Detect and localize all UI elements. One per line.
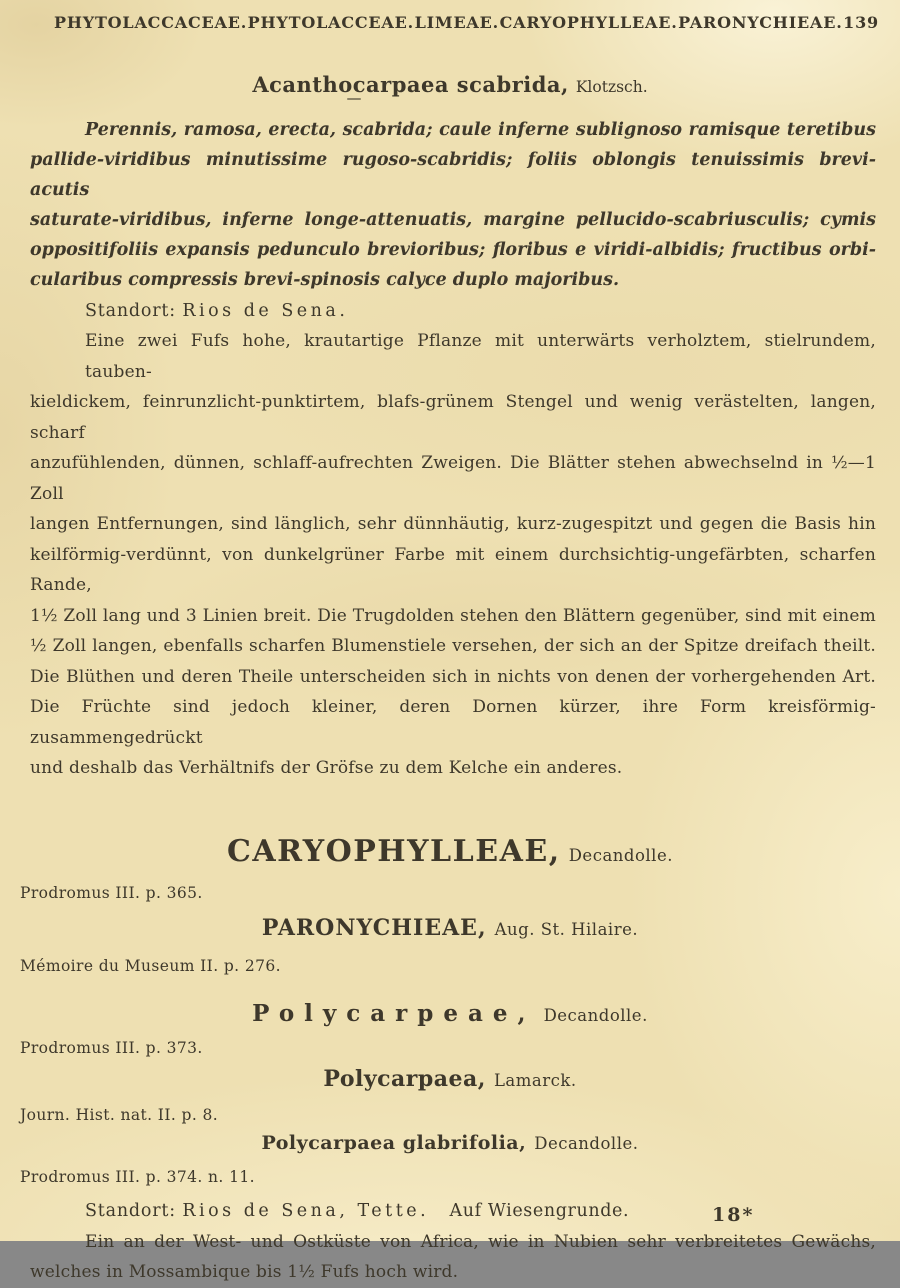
description-line: ½ Zoll langen, ebenfalls scharfen Blumenstiele versehen, der sich an der Spitze dreifach theilt. xyxy=(30,636,876,656)
polycarpeae-heading xyxy=(0,1000,900,1027)
reference-line: Prodromus III. p. 365. xyxy=(20,883,203,902)
print-artifact-mark xyxy=(347,98,361,100)
running-head-family: LIMEAE. xyxy=(414,13,500,32)
description-line: Die Blüthen und deren Theile unterscheiden sich in nichts von denen der vorhergehenden Art. xyxy=(30,666,876,687)
caryophylleae-title: CARYOPHYLLEAE, xyxy=(227,833,561,869)
description-line: langen Entfernungen, sind länglich, sehr dünnhäutig, kurz-zugespitzt und gegen die Basis hin xyxy=(30,514,876,534)
species1-locality-line xyxy=(30,296,876,326)
reference-line: Prodromus III. p. 373. xyxy=(20,1038,203,1057)
signature-mark: 18* xyxy=(712,1204,755,1226)
description-line: 1½ Zoll lang und 3 Linien breit. Die Trugdolden stehen den Blättern gegenüber, sind mit einem xyxy=(30,605,876,626)
description-line: kieldickem, feinrunzlicht-punktirtem, blafs-grünem Stengel und wenig verästelten, langen, scharf xyxy=(30,392,876,443)
diagnosis-line: pallide-viridibus minutissime rugoso-scabridis; foliis oblongis tenuissimis brevi-acutis xyxy=(30,150,876,200)
latin-diagnosis xyxy=(30,115,876,295)
diagnosis-line: oppositifoliis expansis pedunculo brevioribus; floribus e viridi-albidis; fructibus orbi- xyxy=(30,240,876,260)
description-line: keilförmig-verdünnt, von dunkelgrüner Farbe mit einem durchsichtig-ungefärbten, scharfen Rande, xyxy=(30,544,876,595)
species1-heading xyxy=(0,72,900,100)
species1-author: Klotzsch. xyxy=(575,78,648,96)
caryophylleae-heading xyxy=(0,834,900,869)
running-head-family: PARONYCHIEAE. xyxy=(678,13,843,32)
species2-name: Polycarpaea glabrifolia, xyxy=(261,1131,527,1154)
polycarpaea-title: Polycarpaea, xyxy=(323,1065,486,1092)
paronychieae-author: Aug. St. Hilaire. xyxy=(494,919,639,939)
reference-line: Mémoire du Museum II. p. 276. xyxy=(20,956,281,975)
locality-note: Auf Wiesengrunde. xyxy=(449,1200,630,1221)
species1-name: Acanthocarpaea scabrida, xyxy=(252,72,569,97)
species1-description xyxy=(30,326,876,784)
description-line: Die Früchte sind jedoch kleiner, deren Dornen kürzer, ihre Form kreisförmig-zusammengedrückt xyxy=(30,697,876,748)
description-line: und deshalb das Verhältnifs der Gröfse zu dem Kelche ein anderes. xyxy=(30,758,623,778)
polycarpaea-author: Lamarck. xyxy=(493,1070,577,1090)
description-line: welches in Mossambique bis 1½ Fufs hoch wird. xyxy=(30,1262,459,1282)
species2-author: Decandolle. xyxy=(534,1133,639,1153)
running-head-family: CARYOPHYLLEAE. xyxy=(499,13,678,32)
locality-value: Rios de Sena, Tette. xyxy=(182,1200,430,1221)
reference-line: Prodromus III. p. 374. n. 11. xyxy=(20,1167,255,1186)
description-line: Eine zwei Fufs hohe, krautartige Pflanze mit unterwärts verholztem, stielrundem, tauben- xyxy=(85,331,876,382)
running-head-family: PHYTOLACCEAE. xyxy=(247,13,414,32)
locality-label: Standort: xyxy=(85,1200,176,1221)
polycarpaea-heading xyxy=(0,1066,900,1092)
polycarpeae-author: Decandolle. xyxy=(543,1005,648,1025)
locality-label: Standort: xyxy=(85,301,176,321)
running-head xyxy=(0,0,900,32)
diagnosis-line: Perennis, ramosa, erecta, scabrida; caule inferne sublignoso ramisque teretibus xyxy=(85,120,876,140)
description-line: anzufühlenden, dünnen, schlaff-aufrechten Zweigen. Die Blätter stehen abwechselnd in ½—1 Zoll xyxy=(30,453,876,504)
diagnosis-line: saturate-viridibus, inferne longe-attenuatis, margine pellucido-scabriusculis; cymis xyxy=(30,210,876,230)
diagnosis-line: cularibus compressis brevi-spinosis calyce duplo majoribus. xyxy=(30,270,620,290)
description-line: Ein an der West- und Ostküste von Africa, wie in Nubien sehr verbreitetes Gewächs, xyxy=(85,1231,876,1252)
paronychieae-title: PARONYCHIEAE, xyxy=(261,914,487,941)
species2-heading xyxy=(0,1132,900,1154)
reference-line: Journ. Hist. nat. II. p. 8. xyxy=(20,1105,219,1124)
polycarpeae-title: Polycarpeae, xyxy=(252,999,536,1027)
paronychieae-heading xyxy=(0,915,900,941)
page-number: 139 xyxy=(843,13,879,32)
running-head-family: PHYTOLACCACEAE. xyxy=(54,13,248,32)
species2-description xyxy=(30,1227,876,1288)
caryophylleae-author: Decandolle. xyxy=(568,845,673,865)
locality-value: Rios de Sena. xyxy=(182,301,349,321)
